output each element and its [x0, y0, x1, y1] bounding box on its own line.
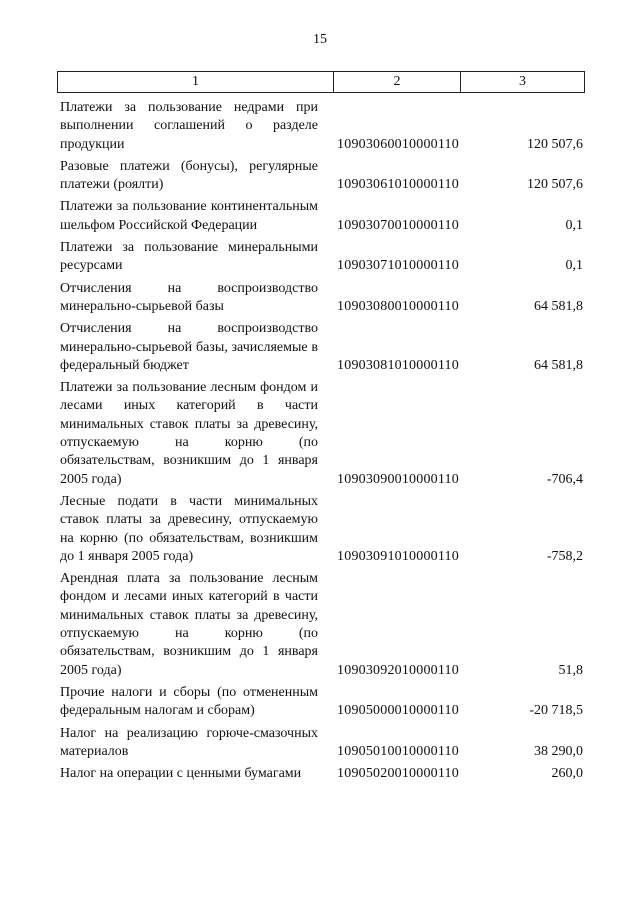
row-code: 10903071010000110	[337, 258, 459, 274]
row-amount: -20 718,5	[529, 703, 583, 719]
row-amount: 120 507,6	[527, 136, 583, 152]
row-name: Отчисления на воспроизводство минерально-сырьевой базы, зачисляемые в федеральный бюджет	[60, 321, 318, 373]
row-name: Платежи за пользование минеральными ресурсами	[60, 240, 318, 274]
column-header-2: 2	[334, 72, 461, 92]
row-amount: 64 581,8	[534, 298, 583, 314]
row-name: Арендная плата за пользование лесным фондом и лесами иных категорий в части минимальных ставок платы за древесину, отпускаемую на корню (по обязательствам, возникшим до 1 января 2005 года)	[60, 571, 318, 678]
table-header	[57, 71, 585, 93]
page-number: 15	[313, 32, 327, 47]
row-name: Платежи за пользование недрами при выполнении соглашений о разделе продукции	[60, 100, 318, 152]
row-name: Налог на операции с ценными бумагами	[60, 766, 302, 782]
table-row	[57, 493, 585, 566]
row-name: Платежи за пользование континентальным шельфом Российской Федерации	[60, 199, 318, 233]
row-amount: 120 507,6	[527, 177, 583, 193]
row-code: 10903061010000110	[337, 177, 459, 193]
table-row	[57, 684, 585, 721]
row-code: 10903070010000110	[337, 217, 459, 233]
table-row	[57, 158, 585, 195]
row-name: Прочие налоги и сборы (по отмененным федеральным налогам и сборам)	[60, 684, 318, 719]
row-code: 10903090010000110	[337, 471, 459, 487]
row-name: Разовые платежи (бонусы), регулярные платежи (роялти)	[60, 158, 318, 193]
table-row	[57, 725, 585, 762]
row-code: 10903092010000110	[337, 662, 459, 678]
table-row	[57, 280, 585, 317]
row-amount: 38 290,0	[534, 743, 583, 759]
table-row	[57, 198, 585, 235]
row-name: Налог на реализацию горюче-смазочных материалов	[60, 725, 318, 759]
column-header-1: 1	[58, 72, 334, 92]
row-amount: -758,2	[546, 548, 583, 564]
row-code: 10903060010000110	[337, 136, 459, 152]
table-row	[57, 379, 585, 489]
table-row	[57, 570, 585, 680]
row-name: Лесные подати в части минимальных ставок платы за древесину, отпускаемую на корню (по обязательствам, возникшим до 1 января 2005 года)	[60, 493, 318, 564]
row-code: 10903091010000110	[337, 548, 459, 564]
row-amount: 0,1	[565, 258, 583, 274]
table-row	[57, 99, 585, 154]
table-row	[57, 320, 585, 375]
row-amount: 51,8	[558, 662, 583, 678]
table-body	[57, 99, 585, 787]
row-amount: -706,4	[546, 471, 583, 487]
row-code: 10903080010000110	[337, 298, 459, 314]
row-name: Отчисления на воспроизводство минерально-сырьевой базы	[60, 280, 318, 314]
row-code: 10905010010000110	[337, 743, 459, 759]
row-name: Платежи за пользование лесным фондом и лесами иных категорий в части минимальных ставок платы за древесину, отпускаемую на корню (по обязательствам, возникшим до 1 января 2005 года)	[60, 380, 318, 487]
column-header-3: 3	[519, 74, 526, 89]
row-code: 10905020010000110	[337, 766, 459, 782]
row-code: 10903081010000110	[337, 357, 459, 373]
row-amount: 260,0	[551, 766, 583, 782]
table-row	[57, 765, 585, 783]
row-amount: 0,1	[565, 217, 583, 233]
table-row	[57, 239, 585, 276]
row-code: 10905000010000110	[337, 703, 459, 719]
row-amount: 64 581,8	[534, 357, 583, 373]
